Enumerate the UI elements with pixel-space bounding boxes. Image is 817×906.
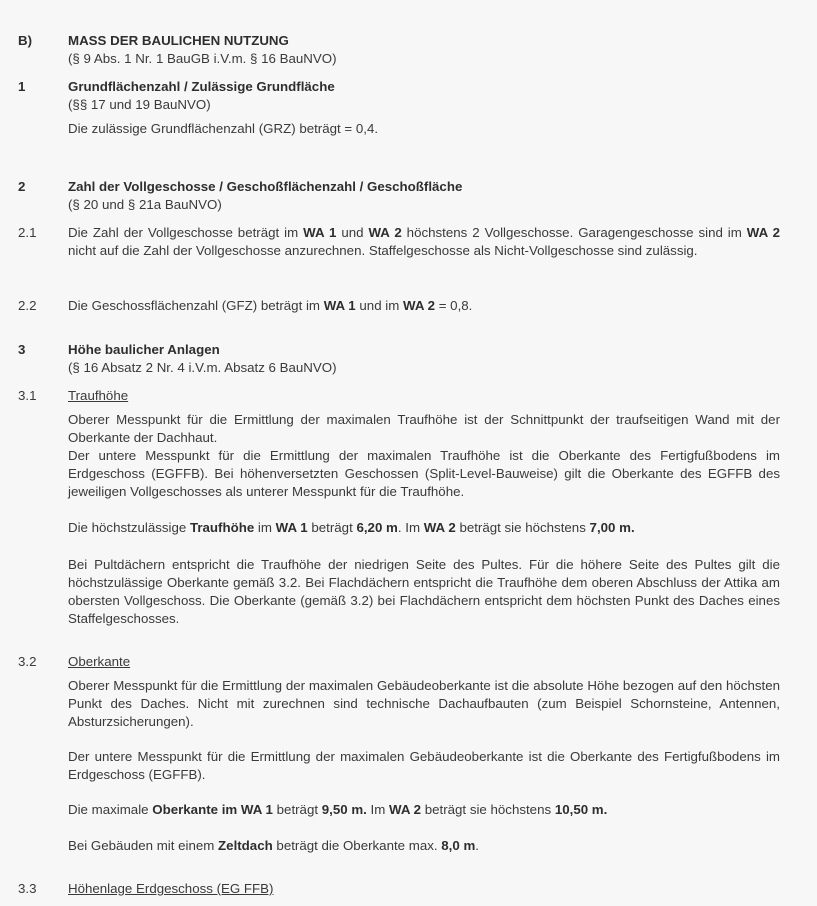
legal-reference: (§ 9 Abs. 1 Nr. 1 BauGB i.V.m. § 16 BauNVO) [68,51,337,66]
subsection-title: Höhenlage Erdgeschoss (EG FFB) [68,881,274,896]
section-number: 1 [18,79,26,94]
paragraph: Bei Gebäuden mit einem Zeltdach beträgt die Oberkante max. 8,0 m. [68,838,479,853]
section-number: 2 [18,179,26,194]
paragraph: Oberer Messpunkt für die Ermittlung der maximalen Traufhöhe ist der Schnittpunkt der traufseitigen Wand mit der Oberkante der Dachhaut. [68,412,780,445]
paragraph: Die Zahl der Vollgeschosse beträgt im WA 1 und WA 2 höchstens 2 Vollgeschosse. Garagengeschosse sind im WA 2 nicht auf die Zahl der Vollgeschosse anzurechnen. Staffelgeschosse als Nicht-Vollgeschosse sind zulässig. [68,225,781,258]
section-number: 3.2 [18,654,37,669]
subsection-title: Traufhöhe [68,388,129,403]
paragraph: Der untere Messpunkt für die Ermittlung der maximalen Gebäudeoberkante ist die Oberkante des Fertigfußbodens im Erdgeschoss (EGFFB). [68,749,780,782]
subsection-title: Oberkante [68,654,131,669]
paragraph: Die zulässige Grundflächenzahl (GRZ) beträgt = 0,4. [68,121,379,136]
paragraph: Der untere Messpunkt für die Ermittlung der maximalen Traufhöhe ist die Oberkante des Fertigfußbodens im Erdgeschoss (EGFFB). Bei höhenversetzten Geschossen (Split-Level-Bauweise) gilt die Oberkante des EGFFB des jeweiligen Vollgeschosses als unterer Messpunkt für die Traufhöhe. [68,448,780,499]
section-title: Zahl der Vollgeschosse / Geschoßflächenzahl / Geschoßfläche [68,179,463,194]
paragraph: Die Geschossflächenzahl (GFZ) beträgt im WA 1 und im WA 2 = 0,8. [68,298,473,313]
section-number: 3.3 [18,881,37,896]
paragraph: Die höchstzulässige Traufhöhe im WA 1 beträgt 6,20 m. Im WA 2 beträgt sie höchstens 7,00 m. [68,520,635,535]
section-title: Grundflächenzahl / Zulässige Grundfläche [68,79,335,94]
paragraph: Oberer Messpunkt für die Ermittlung der maximalen Gebäudeoberkante ist die absolute Höhe bezogen auf den höchsten Punkt des Daches. Nicht mit zurechnen sind technische Dachaufbauten (zum Beispiel Schornsteine, Antennen, Absturzsicherungen). [68,678,780,729]
paragraph: Die maximale Oberkante im WA 1 beträgt 9,50 m. Im WA 2 beträgt sie höchstens 10,50 m. [68,802,608,817]
section-title: MASS DER BAULICHEN NUTZUNG [68,33,289,48]
section-title: Höhe baulicher Anlagen [68,342,220,357]
section-number: 3.1 [18,388,37,403]
paragraph: Bei Pultdächern entspricht die Traufhöhe der niedrigen Seite des Pultes. Für die höhere Seite des Pultes gilt die höchstzulässige Oberkante gemäß 3.2. Bei Flachdächern entspricht die Traufhöhe dem oberen Abschluss der Attika am obersten Vollgeschoss. Die Oberkante (gemäß 3.2) bei Flachdächern entspricht dem höchsten Punkt des Daches eines Staffelgeschosses. [68,557,780,626]
section-number: 2.1 [18,225,37,240]
legal-reference: (§§ 17 und 19 BauNVO) [68,97,211,112]
section-number: 2.2 [18,298,37,313]
legal-reference: (§ 20 und § 21a BauNVO) [68,197,222,212]
section-number: B) [18,33,33,48]
section-number: 3 [18,342,26,357]
legal-reference: (§ 16 Absatz 2 Nr. 4 i.V.m. Absatz 6 BauNVO) [68,360,337,375]
